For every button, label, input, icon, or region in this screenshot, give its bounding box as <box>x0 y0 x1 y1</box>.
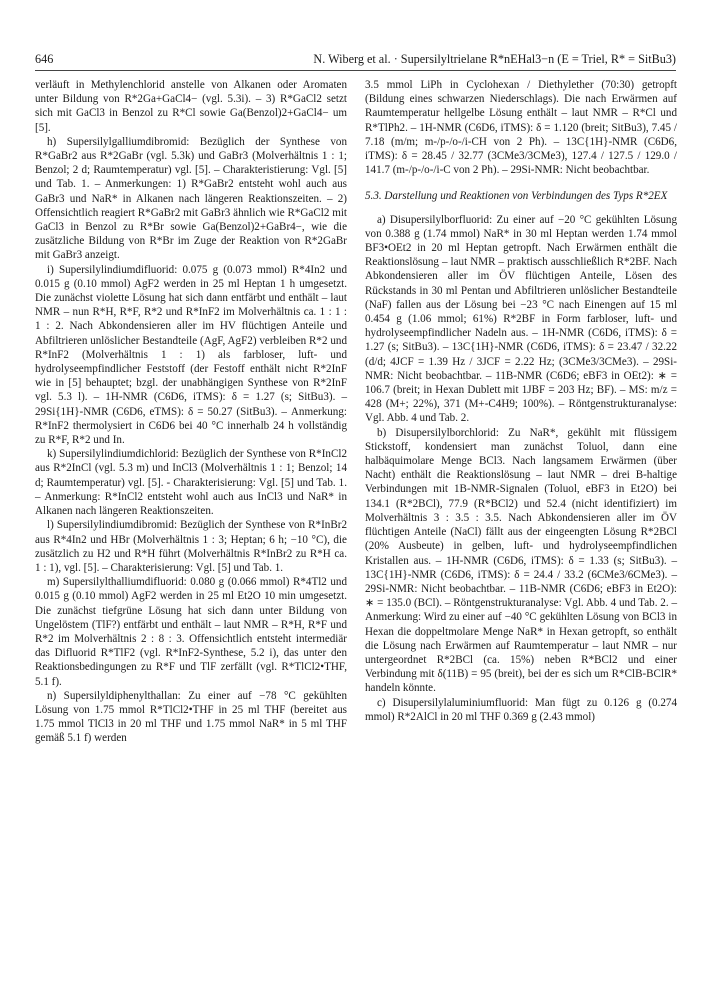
page-number: 646 <box>35 52 54 66</box>
header-rule <box>35 70 676 71</box>
running-title: N. Wiberg et al. · Supersilyltrielane R*nEHal3−n (E = Triel, R* = SitBu3) <box>313 52 676 66</box>
paragraph: k) Supersilylindiumdichlorid: Bezüglich der Synthese von R*InCl2 aus R*2InCl (vgl. 5.3 m) und InCl3 (Molverhältnis 1 : 1; Benzol; 14 d; Raumtemperatur) vgl. [5]. - Charakterisierung: Vgl. [5] und Tab. 1. – Anmerkung: R*InCl2 entsteht wohl auch aus InCl3 und NaR* in Alkanen nach längeren Reaktionszeiten. <box>35 448 347 518</box>
paragraph: 3.5 mmol LiPh in Cyclohexan / Diethylether (70:30) getropft (Bildung eines schwarzen Niederschlags). Die nach Erwärmen auf Raumtemperatur hellgelbe Lösung enthält – laut NMR – R*Cl und R*TlPh2. – 1H-NMR (C6D6, iTMS): δ = 1.120 (breit; SitBu3), 7.45 / 7.18 (m/m; m-/p-/o-/i-CH von 2 Ph). – 13C{1H}-NMR (C6D6, iTMS): δ = 28.45 / 32.77 (3CMe3/3CMe3), 127.4 / 127.5 / 129.0 / 141.7 (m-/p-/o-/i-C von 2 Ph). – 29Si-NMR: Nicht beobachtbar. <box>365 79 677 177</box>
paragraph: h) Supersilylgalliumdibromid: Bezüglich der Synthese von R*GaBr2 aus R*2GaBr (vgl. 5.3k) und GaBr3 (Molverhältnis 1 : 1; Benzol; 2 d; Raumtemperatur) vgl. [5]. – Charakteristierung: Vgl. [5] und Tab. 1. – Anmerkungen: 1) R*GaBr2 entsteht wohl auch aus GaBr3 und NaR* in Alkanen nach längeren Reaktionszeiten. – 2) Offensichtlich reagiert R*GaBr2 mit GaBr3 ähnlich wie R*GaCl2 mit GaCl3 in Benzol zu R*Br sowie Ga(Benzol)2+GaBr4−, wie die zusätzliche Bildung von R*Br im Zuge der Reaktion von R*2GaBr mit GaBr3 anzeigt. <box>35 135 347 262</box>
paragraph: c) Disupersilylaluminiumfluorid: Man fügt zu 0.126 g (0.274 mmol) R*2AlCl in 20 ml THF 0.369 g (2.43 mmol) <box>365 696 677 723</box>
left-column <box>35 78 347 746</box>
paragraph: m) Supersilylthalliumdifluorid: 0.080 g (0.066 mmol) R*4Tl2 und 0.015 g (0.10 mmol) AgF2 werden in 25 ml Et2O 10 min umgesetzt. Die zunächst tiefgrüne Lösung hat sich dann unter Bildung von Ungelöstem (TlF?) entfärbt und enthält – laut NMR – R*H, R*F und R*2 im Molverhältnis 2 : 8 : 3. Offensichtlich entsteht intermediär das Difluorid R*TlF2 (vgl. R*InF2-Synthese, 5.2 i), das unter den Reaktionsbedingungen zu R*F und TlF zerfällt (vgl. R*TlCl2•THF, 5.1 f). <box>35 576 347 688</box>
paragraph: b) Disupersilylborchlorid: Zu NaR*, gekühlt mit flüssigem Stickstoff, kondensiert man zunächst Toluol, dann eine halbäquimolare Menge BCl3. Nach langsamem Erwärmen (über Nacht) enthält die Reaktionslösung – laut NMR – drei B-haltige Verbindungen mit 1B-NMR-Signalen (Toluol, eBF3 in Et2O) bei 134.1 (R*2BCl), 77.9 (R*BCl2) und 52.4 (nicht identifiziert) im Molverhältnis 3 : 3.5 : 3.5. Nach Abkondensieren aller im ÖV flüchtigen Anteile (NaCl) fällt aus der eingeengten Lösung R*2BCl (20% Ausbeute) in gelben, luft- und hydrolyseempfindlichen Kristallen aus. – 1H-NMR (C6D6, iTMS): δ = 1.33 (s; SitBu3). – 13C{1H}-NMR (C6D6, iTMS): δ = 24.4 / 33.2 (6CMe3/6CMe3). – 29Si-NMR: Nicht beobachtbar. – 11B-NMR (C6D6; eBF3 in Et2O): ∗ = 135.0 (BCl). – Röntgenstrukturanalyse: Vgl. Abb. 4 und Tab. 2. – Anmerkung: Wird zu einer auf −40 °C gekühlten Lösung von BCl3 in Hexan die doppeltmolare Menge NaR* in Hexan getropft, so enthält die Lösung nach Erwärmen auf Raumtemperatur – laut NMR – nur untergeordnet R*2BCl (ca. 15%) neben R*BCl2 und einer Verbindung mit δ(11B) = 95 (breit), bei der es sich um R*ClB-BClR* handeln könnte. <box>365 426 677 695</box>
section-heading: 5.3. Darstellung und Reaktionen von Verbindungen des Typs R*2EX <box>365 190 668 203</box>
right-column <box>365 78 677 724</box>
paragraph: l) Supersilylindiumdibromid: Bezüglich der Synthese von R*InBr2 aus R*4In2 und HBr (Molverhältnis 1 : 3; Heptan; 6 h; −10 °C), die zusätzlich zu H2 und R*H führt (Molverhältnis R*InBr2 zu R*H ca. 1 : 1), vgl. [5]. – Charakterisierung: Vgl. [5] und Tab. 1. <box>35 519 347 574</box>
paragraph: a) Disupersilylborfluorid: Zu einer auf −20 °C gekühlten Lösung von 0.388 g (1.74 mmol) NaR* in 30 ml Heptan werden 1.74 mmol BF3•OEt2 in 20 ml Heptan getropft. Nach Erwärmen enthält die Reaktionslösung – laut NMR – praktisch ausschließlich R*2BF. Nach Abkondensieren aller im ÖV flüchtigen Anteile, Lösen des Rückstands in 30 ml Pentan und Abfiltrieren unlöslicher Bestandteile (NaF) fallen aus der Lösung bei −23 °C nach Einengen auf 15 ml 0.454 g (1.06 mmol; 61%) R*2BF in Form farbloser, luft- und hydrolyseempfindlicher Nadeln aus. – 1H-NMR (C6D6, iTMS): δ = 1.27 (s; SitBu3). – 13C{1H}-NMR (C6D6, iTMS): δ = 23.47 / 32.22 (d/d; 4JCF = 1.39 Hz / 3JCF = 2.22 Hz; (3CMe3/3CMe3). – 29Si-NMR: Nicht beobachtbar. – 11B-NMR (C6D6; eBF3 in OEt2): ∗ = 106.7 (breit; in Hexan Dublett mit 1JBF = 203 Hz; BF). – MS: m/z = 428 (M+; 22%), 371 (M+-C4H9; 100%). – Röntgenstrukturanalyse: Vgl. Abb. 4 und Tab. 2. <box>365 213 677 425</box>
page-header <box>35 52 676 70</box>
paragraph: i) Supersilylindiumdifluorid: 0.075 g (0.073 mmol) R*4In2 und 0.015 g (0.10 mmol) AgF2 werden in 25 ml Heptan 1 h umgesetzt. Die zunächst violette Lösung hat sich dann entfärbt und enthält – laut NMR – nun R*H, R*F, R*2 und R*InF2 im Molverhältnis ca. 1 : 1 : 1 : 2. Nach Abkondensieren aller im HV flüchtigen Anteile und Abfiltrieren unlöslicher Bestandteile (AgF, AgF2) verbleiben R*2 und R*InF2 (Molverhältnis 1 : 1) als farbloser, luft- und hydrolyseempfindlicher Feststoff (der Festoff enthält nicht R*2InF wie in [5] behauptet; bzgl. der unabhängigen Synthese von R*2InF vgl. 5.3 l). – 1H-NMR (C6D6, iTMS): δ = 1.27 (s; SitBu3). – 29Si{1H}-NMR (C6D6, eTMS): δ = 50.27 (SitBu3). – Anmerkung: R*InF2 thermolysiert in C6D6 bei 40 °C innerhalb 24 h vollständig zu R*F, R*2 und In. <box>35 263 347 447</box>
paragraph: verläuft in Methylenchlorid anstelle von Alkanen oder Aromaten unter Bildung von R*2Ga+GaCl4− (vgl. 5.3i). – 3) R*GaCl2 setzt sich mit GaCl3 in Benzol zu R*Cl sowie Ga(Benzol)2+GaCl4− um [5]. <box>35 79 347 134</box>
paragraph: n) Supersilyldiphenylthallan: Zu einer auf −78 °C gekühlten Lösung von 1.75 mmol R*TlCl2•THF in 25 ml THF (bereitet aus 1.75 mmol TlCl3 in 20 ml THF und 1.75 mmol NaR* in 5 ml THF gemäß 5.1 f) werden <box>35 689 347 745</box>
